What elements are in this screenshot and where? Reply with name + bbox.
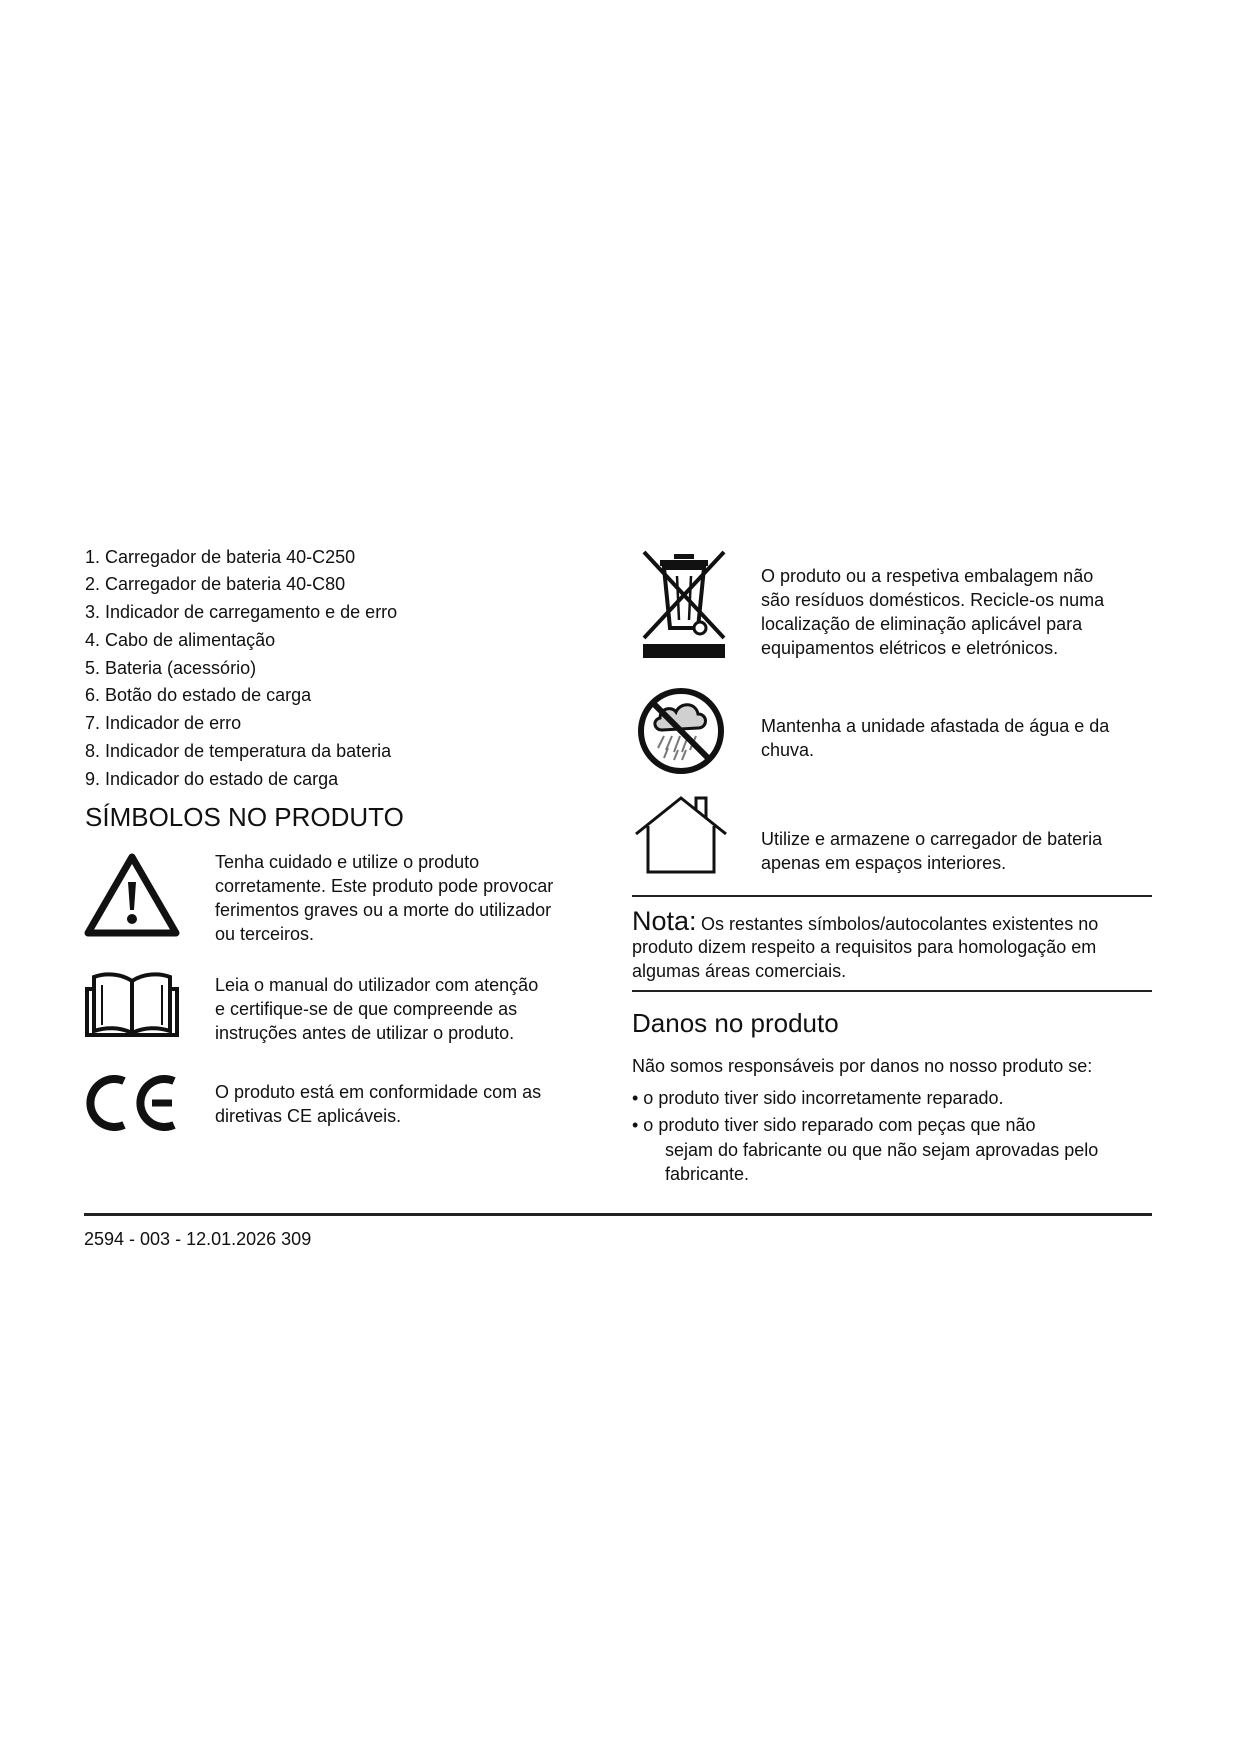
- crossed-bin-icon: [640, 548, 728, 660]
- text-line: Utilize e armazene o carregador de bateria: [761, 829, 1103, 849]
- divider: [632, 895, 1152, 897]
- text-line: O produto está em conformidade com as: [215, 1082, 542, 1102]
- symbol-description: [215, 1080, 541, 1128]
- text-line: ou terceiros.: [215, 924, 315, 944]
- text-line: sejam do fabricante ou que não sejam aprovadas pelo: [665, 1140, 1099, 1160]
- symbol-description: [761, 564, 1104, 660]
- list-item: 8. Indicador de temperatura da bateria: [85, 741, 392, 761]
- no-rain-icon: [636, 686, 726, 776]
- note-text: Os restantes símbolos/autocolantes existentes no: [701, 914, 1099, 934]
- text-line: instruções antes de utilizar o produto.: [215, 1023, 515, 1043]
- open-manual-icon: [84, 969, 180, 1039]
- text-line: localização de eliminação aplicável para: [761, 614, 1083, 634]
- text-line: fabricante.: [665, 1164, 750, 1184]
- list-item: • o produto tiver sido incorretamente reparado.: [632, 1088, 1004, 1108]
- note-continuation: [632, 935, 1096, 983]
- page-number: 309: [281, 1229, 312, 1249]
- text-line: ferimentos graves ou a morte do utilizador: [215, 900, 552, 920]
- list-item: 9. Indicador do estado de carga: [85, 769, 339, 789]
- text-line: e certifique-se de que compreende as: [215, 999, 518, 1019]
- list-item: • o produto tiver sido reparado com peças que não: [632, 1115, 1036, 1135]
- text-line: produto dizem respeito a requisitos para homologação em: [632, 937, 1097, 957]
- symbol-description: [215, 850, 553, 946]
- text-line: chuva.: [761, 740, 815, 760]
- text-line: Tenha cuidado e utilize o produto: [215, 852, 480, 872]
- footer-rule: [84, 1213, 1152, 1216]
- note-label: Nota:: [632, 906, 697, 936]
- text-line: O produto ou a respetiva embalagem não: [761, 566, 1094, 586]
- list-item: 7. Indicador de erro: [85, 713, 242, 733]
- list-item: 4. Cabo de alimentação: [85, 630, 276, 650]
- note: [632, 905, 1098, 937]
- list-item-continuation: [665, 1138, 1098, 1186]
- text-line: equipamentos elétricos e eletrónicos.: [761, 638, 1059, 658]
- document-reference: 2594 - 003 - 12.01.2026: [84, 1229, 277, 1249]
- ce-mark-icon: [84, 1071, 180, 1135]
- text-line: diretivas CE aplicáveis.: [215, 1106, 402, 1126]
- damage-heading: Danos no produto: [632, 1008, 839, 1038]
- divider: [632, 990, 1152, 992]
- list-item: 2. Carregador de bateria 40-C80: [85, 574, 346, 594]
- text-line: apenas em espaços interiores.: [761, 853, 1007, 873]
- warning-triangle-icon: [84, 852, 180, 938]
- indoor-house-icon: [632, 794, 730, 874]
- text-line: Leia o manual do utilizador com atenção: [215, 975, 539, 995]
- text-line: são resíduos domésticos. Recicle-os numa: [761, 590, 1105, 610]
- list-item: 5. Bateria (acessório): [85, 658, 257, 678]
- list-item: 6. Botão do estado de carga: [85, 685, 312, 705]
- symbols-heading: SÍMBOLOS NO PRODUTO: [85, 802, 404, 832]
- text-line: algumas áreas comerciais.: [632, 961, 847, 981]
- footer: [84, 1227, 311, 1251]
- symbol-description: [761, 827, 1102, 875]
- symbol-description: [215, 973, 538, 1045]
- text-line: Mantenha a unidade afastada de água e da: [761, 716, 1110, 736]
- damage-intro: Não somos responsáveis por danos no nosso produto se:: [632, 1056, 1093, 1076]
- list-item: 1. Carregador de bateria 40-C250: [85, 547, 356, 567]
- symbol-description: [761, 714, 1109, 762]
- text-line: corretamente. Este produto pode provocar: [215, 876, 554, 896]
- list-item: 3. Indicador de carregamento e de erro: [85, 602, 398, 622]
